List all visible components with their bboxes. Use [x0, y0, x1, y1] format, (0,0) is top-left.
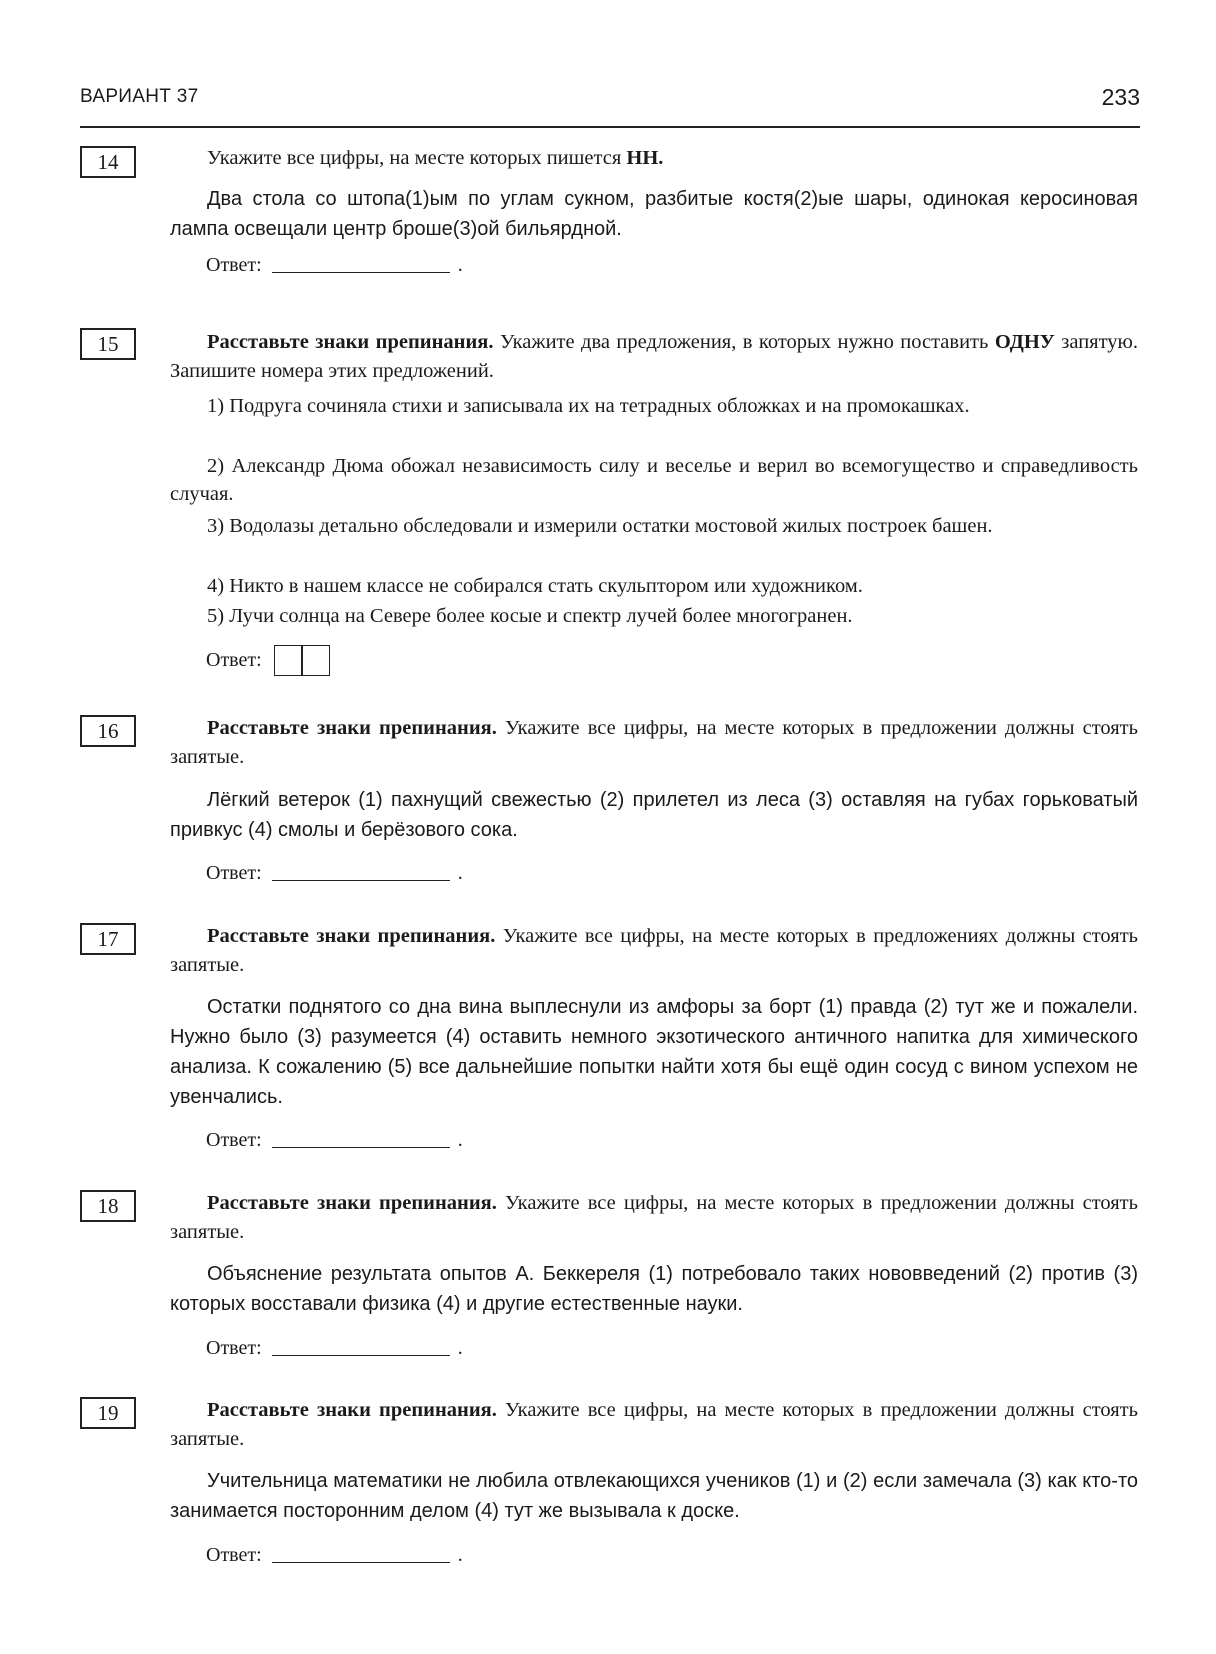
instruction-text: Укажите два предложения, в которых нужно поставить: [493, 331, 995, 353]
option-2: 2) Александр Дюма обожал независимость силу и веселье и верил во всемогущество и справедливость случая.: [170, 455, 1138, 505]
task-text: Лёгкий ветерок (1) пахнущий свежестью (2) прилетел из леса (3) оставляя на губах горьковатый привкус (4) смолы и берёзового сока.: [170, 789, 1138, 841]
task-number: 19: [80, 1397, 136, 1429]
task-number: 16: [80, 715, 136, 747]
answer-label: Ответ:: [206, 649, 262, 671]
answer-field: [206, 645, 330, 675]
instruction-heading: Расставьте знаки препинания.: [207, 1192, 497, 1214]
instruction-emphasis: ОДНУ: [994, 331, 1055, 353]
answer-line[interactable]: [272, 879, 450, 881]
answer-line[interactable]: [272, 1146, 450, 1148]
answer-label: Ответ:: [206, 1129, 262, 1151]
instruction-emphasis: НН.: [626, 147, 664, 169]
answer-line[interactable]: [272, 271, 450, 273]
answer-line[interactable]: [272, 1354, 450, 1356]
option-5: 5) Лучи солнца на Севере более косые и спектр лучей более многогранен.: [207, 605, 853, 627]
answer-dot: .: [457, 862, 463, 884]
answer-label: Ответ:: [206, 254, 262, 276]
task-instruction: [170, 1396, 1138, 1454]
instruction-heading: Расставьте знаки препинания.: [207, 331, 494, 353]
option-3: 3) Водолазы детально обследовали и измерили остатки мостовой жилых построек башен.: [207, 515, 993, 537]
task-instruction: [170, 328, 1138, 386]
task-number: 18: [80, 1190, 136, 1222]
task-instruction: [170, 1189, 1138, 1247]
page-number: 233: [1101, 84, 1140, 110]
answer-label: Ответ:: [206, 862, 262, 884]
answer-cells: [274, 644, 331, 676]
answer-dot: .: [457, 1337, 463, 1359]
instruction-text: Укажите все цифры, на месте которых в предложении должны стоять запятые.: [170, 717, 1138, 768]
task-text: Остатки поднятого со дна вина выплеснули из амфоры за борт (1) правда (2) тут же и пожалели. Нужно было (3) разумеется (4) оставить немного экзотического античного напитка для химического анализа. К сожалению (5) все дальнейшие попытки найти хотя бы ещё один сосуд с вином успехом не увенчались.: [170, 996, 1138, 1108]
task-text: Два стола со штопа(1)ым по углам сукном, разбитые костя(2)ые шары, одинокая керосиновая лампа освещали центр броше(3)ой бильярдной.: [170, 188, 1138, 240]
answer-field[interactable]: [206, 858, 463, 888]
task-instruction: [170, 922, 1138, 980]
task-number: 15: [80, 328, 136, 360]
answer-field[interactable]: [206, 250, 463, 280]
instruction-text: Укажите все цифры, на месте которых пишется: [207, 147, 627, 169]
task-text: Учительница математики не любила отвлекающихся учеников (1) и (2) если замечала (3) как кто-то занимается посторонним делом (4) тут же вызывала к доске.: [170, 1470, 1138, 1522]
answer-cell-2[interactable]: [301, 645, 330, 676]
instruction-heading: Расставьте знаки препинания.: [207, 717, 497, 739]
instruction-text: Укажите все цифры, на месте которых в предложении должны стоять запятые.: [170, 1399, 1138, 1450]
answer-field[interactable]: [206, 1125, 463, 1155]
answer-dot: .: [457, 1129, 463, 1151]
variant-title: ВАРИАНТ 37: [80, 86, 199, 107]
answer-label: Ответ:: [206, 1544, 262, 1566]
instruction-text: Укажите все цифры, на месте которых в предложениях должны стоять запятые.: [170, 925, 1139, 976]
answer-field[interactable]: [206, 1540, 463, 1570]
answer-cell-1[interactable]: [274, 645, 303, 676]
answer-label: Ответ:: [206, 1337, 262, 1359]
instruction-text: запятую. Запишите номера этих предложений.: [170, 331, 1138, 382]
answer-dot: .: [457, 254, 463, 276]
task-instruction: [170, 144, 1138, 173]
task-instruction: [170, 714, 1138, 772]
answer-field[interactable]: [206, 1333, 463, 1363]
task-number: 14: [80, 146, 136, 178]
instruction-text: Укажите все цифры, на месте которых в предложении должны стоять запятые.: [170, 1192, 1138, 1243]
task-text: Объяснение результата опытов А. Беккереля (1) потребовало таких нововведений (2) против (3) которых восставали физика (4) и другие естественные науки.: [170, 1263, 1138, 1315]
option-4: 4) Никто в нашем классе не собирался стать скульптором или художником.: [207, 575, 863, 597]
instruction-heading: Расставьте знаки препинания.: [207, 1399, 497, 1421]
option-1: 1) Подруга сочиняла стихи и записывала их на тетрадных обложках и на промокашках.: [207, 395, 970, 417]
instruction-heading: Расставьте знаки препинания.: [207, 925, 496, 947]
task-number: 17: [80, 923, 136, 955]
answer-dot: .: [457, 1544, 463, 1566]
running-header: [80, 86, 1140, 128]
answer-line[interactable]: [272, 1561, 450, 1563]
